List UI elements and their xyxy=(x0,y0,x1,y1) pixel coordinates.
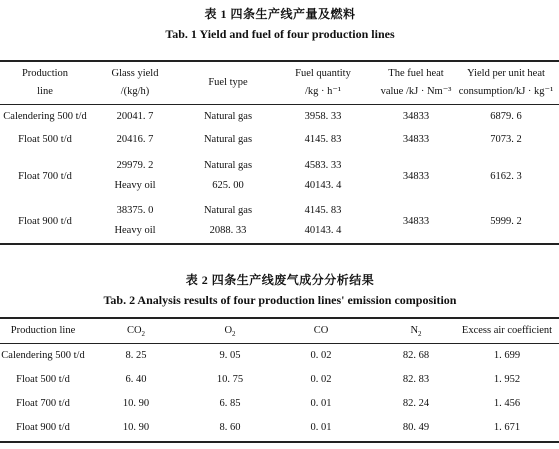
table-cell: 3958. 33 xyxy=(304,111,342,122)
table-cell: 6879. 6 xyxy=(490,111,522,122)
table1-top-rule xyxy=(0,60,559,62)
table-cell: Float 500 t/d xyxy=(18,134,72,145)
table-cell: Heavy oil xyxy=(114,180,156,191)
table-cell: 0. 01 xyxy=(310,422,332,433)
table2-bottom-rule xyxy=(0,441,559,443)
table-cell: Heavy oil xyxy=(114,225,156,236)
table-cell: Float 900 t/d xyxy=(18,216,72,227)
t2-header-co: CO xyxy=(313,325,329,336)
table1-bottom-rule xyxy=(0,243,559,245)
table-cell: 1. 456 xyxy=(493,398,521,409)
table-cell: 10. 75 xyxy=(216,374,244,385)
t1-header-line-2: line xyxy=(37,86,53,97)
table-cell: Natural gas xyxy=(203,111,253,122)
table-cell: 4145. 83 xyxy=(304,134,342,145)
table-cell: 82. 83 xyxy=(402,374,430,385)
t2-header-line: Production line xyxy=(10,325,76,336)
table-cell: Float 700 t/d xyxy=(18,171,72,182)
table-cell: 10. 90 xyxy=(122,422,150,433)
table-cell: 1. 699 xyxy=(493,350,521,361)
table-cell: Float 700 t/d xyxy=(16,398,70,409)
table-cell: 34833 xyxy=(402,134,430,145)
table-cell: 20416. 7 xyxy=(116,134,154,145)
table-cell: 0. 01 xyxy=(310,398,332,409)
table-cell: 9. 05 xyxy=(219,350,241,361)
table-cell: 1. 671 xyxy=(493,422,521,433)
t1-header-fuel: Fuel type xyxy=(208,77,248,88)
t1-header-yield-1: Glass yield xyxy=(111,68,159,79)
table-cell: Calendering 500 t/d xyxy=(1,350,85,361)
t1-header-cons-2: consumption/kJ · kg⁻¹ xyxy=(458,86,554,97)
table-cell: 7073. 2 xyxy=(490,134,522,145)
table-cell: 40143. 4 xyxy=(304,180,342,191)
table-cell: 34833 xyxy=(402,171,430,182)
table-cell: 1. 952 xyxy=(493,374,521,385)
t1-header-cons-1: Yield per unit heat xyxy=(467,68,545,79)
t1-header-yield-2: /(kg/h) xyxy=(120,86,150,97)
table-cell: 40143. 4 xyxy=(304,225,342,236)
table-cell: 0. 02 xyxy=(310,374,332,385)
t2-header-n2: $N_2$ xyxy=(410,325,422,339)
table1-header-rule xyxy=(0,104,559,105)
t1-header-line-1: Production xyxy=(21,68,69,79)
table-cell: 20041. 7 xyxy=(116,111,154,122)
table-cell: Calendering 500 t/d xyxy=(3,111,87,122)
table-cell: 6. 85 xyxy=(219,398,241,409)
table-cell: 4583. 33 xyxy=(304,160,342,171)
t1-header-qty-2: /kg · h⁻¹ xyxy=(304,86,342,97)
t2-header-o2: $O_2$ xyxy=(224,325,236,339)
table-cell: 0. 02 xyxy=(310,350,332,361)
table-cell: 6162. 3 xyxy=(490,171,522,182)
t1-header-heat-1: The fuel heat xyxy=(388,68,444,79)
table-cell: 6. 40 xyxy=(125,374,147,385)
table-cell: Natural gas xyxy=(203,134,253,145)
table-cell: 5999. 2 xyxy=(490,216,522,227)
table1-caption-en: Tab. 1 Yield and fuel of four production lines xyxy=(165,27,395,41)
table-cell: 82. 24 xyxy=(402,398,430,409)
table-cell: Float 500 t/d xyxy=(16,374,70,385)
table1-caption-cn: 表 1 四条生产线产量及燃料 xyxy=(204,7,356,21)
table-cell: 8. 25 xyxy=(125,350,147,361)
table-cell: 80. 49 xyxy=(402,422,430,433)
table-cell: Float 900 t/d xyxy=(16,422,70,433)
table-cell: 29979. 2 xyxy=(116,160,154,171)
table-cell: Natural gas xyxy=(203,160,253,171)
table-cell: 4145. 83 xyxy=(304,205,342,216)
table2-top-rule xyxy=(0,317,559,319)
table-cell: 82. 68 xyxy=(402,350,430,361)
table2-header-rule xyxy=(0,343,559,344)
table-cell: 34833 xyxy=(402,216,430,227)
t1-header-heat-2: value /kJ · Nm⁻³ xyxy=(380,86,452,97)
table-cell: 8. 60 xyxy=(219,422,241,433)
table-cell: Natural gas xyxy=(203,205,253,216)
table2-caption-cn: 表 2 四条生产线废气成分分析结果 xyxy=(185,273,375,287)
table-cell: 34833 xyxy=(402,111,430,122)
table2-caption-en: Tab. 2 Analysis results of four production lines' emission composition xyxy=(103,293,457,307)
table-cell: 38375. 0 xyxy=(116,205,154,216)
table-cell: 2088. 33 xyxy=(209,225,247,236)
t2-header-excess: Excess air coefficient xyxy=(461,325,553,336)
table-cell: 625. 00 xyxy=(212,180,244,191)
t1-header-qty-1: Fuel quantity xyxy=(295,68,351,79)
t2-header-co2: $CO_2$ xyxy=(126,325,146,339)
table-cell: 10. 90 xyxy=(122,398,150,409)
